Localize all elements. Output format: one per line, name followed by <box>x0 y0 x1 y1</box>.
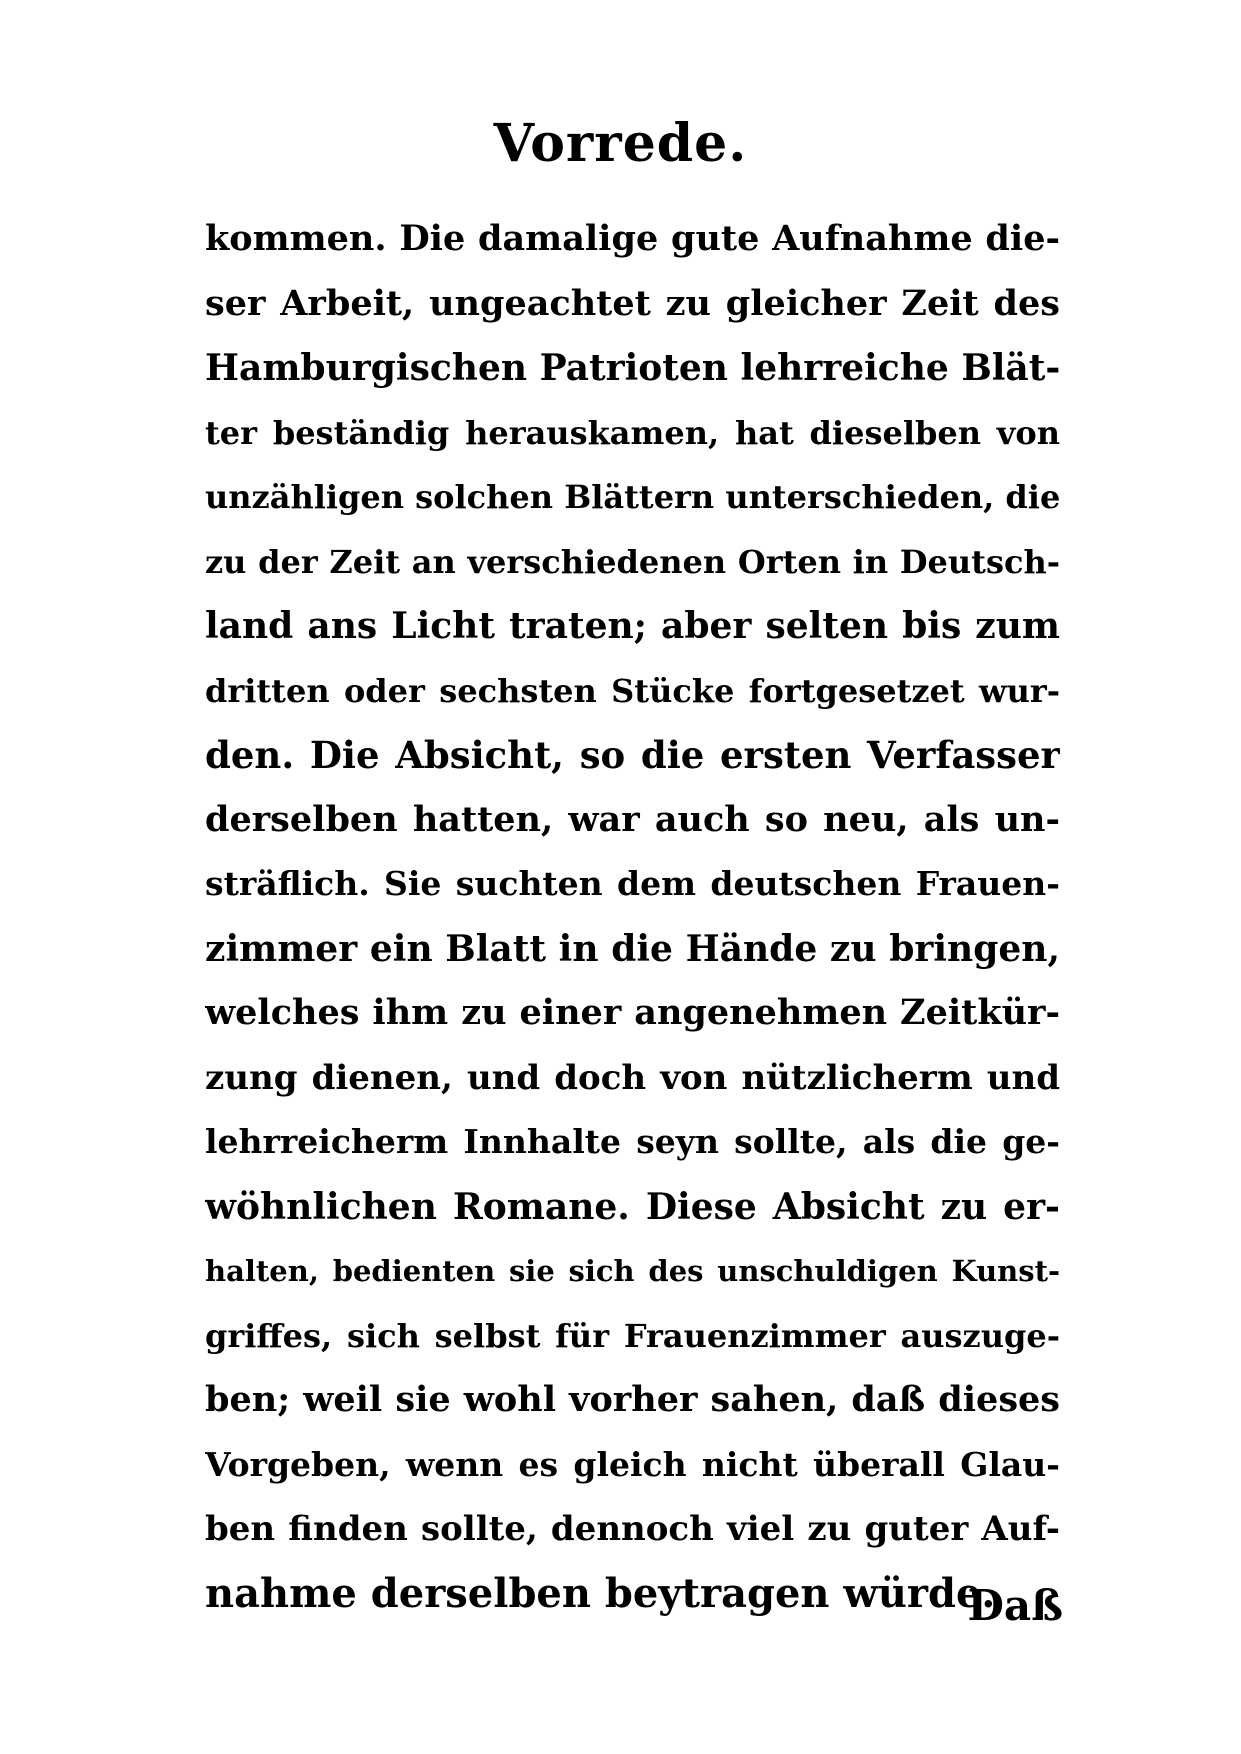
text-line: ter beständig herauskamen, hat dieselben von <box>205 413 1060 452</box>
text-line: wöhnlichen Romane. Diese Absicht zu er- <box>205 1185 1060 1228</box>
text-line: welches ihm zu einer angenehmen Zeitkür- <box>205 992 1060 1033</box>
text-line: kommen. Die damalige gute Aufnahme die- <box>205 218 1060 259</box>
body-text <box>205 207 1060 1626</box>
text-line: ben; weil sie wohl vorher sahen, daß dieses <box>205 1379 1060 1420</box>
running-head: Vorrede. <box>493 113 748 174</box>
text-line: Hamburgischen Patrioten lehrreiche Blät- <box>205 347 1060 389</box>
catchword: Daß <box>967 1581 1063 1630</box>
text-line: lehrreicherm Innhalte seyn sollte, als die ge- <box>205 1122 1060 1161</box>
text-line: griffes, sich selbst für Frauenzimmer auszuge- <box>205 1316 1060 1355</box>
text-line: derselben hatten, war auch so neu, als un- <box>205 798 1060 840</box>
text-line: Vorgeben, wenn es gleich nicht überall Glau- <box>205 1444 1060 1484</box>
text-line: land ans Licht traten; aber selten bis zum <box>205 605 1060 647</box>
text-line: zimmer ein Blatt in die Hände zu bringen, <box>205 927 1060 970</box>
text-line: sträflich. Sie suchten dem deutschen Frauen- <box>205 864 1060 903</box>
text-line: unzähligen solchen Blättern unterschieden, die <box>205 478 1060 516</box>
text-line: zu der Zeit an verschiedenen Orten in Deutsch- <box>205 542 1060 581</box>
text-line: nahme derselben beytragen würde. <box>205 1569 996 1617</box>
text-line: den. Die Absicht, so die ersten Verfasser <box>205 733 1060 777</box>
text-line: ser Arbeit, ungeachtet zu gleicher Zeit des <box>205 282 1060 324</box>
text-line: ben finden sollte, dennoch viel zu guter Auf- <box>205 1509 1060 1549</box>
text-line: zung dienen, und doch von nützlicherm und <box>205 1057 1060 1098</box>
text-line: halten, bedienten sie sich des unschuldigen Kunst- <box>205 1254 1060 1288</box>
text-line: dritten oder sechsten Stücke fortgesetzet wur- <box>205 671 1060 710</box>
